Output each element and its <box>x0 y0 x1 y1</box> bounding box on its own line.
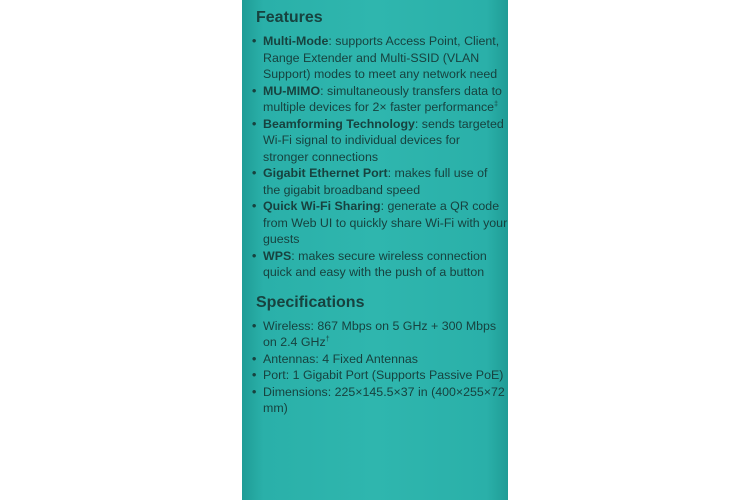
feature-item-gigabit-port <box>252 165 508 198</box>
spec-text: Port: 1 Gigabit Port (Supports Passive PoE) <box>263 368 504 382</box>
feature-text: : makes full use of the gigabit broadband speed <box>263 166 488 197</box>
feature-item-quick-wifi-sharing <box>252 198 508 248</box>
feature-term: Quick Wi-Fi Sharing <box>263 199 381 213</box>
feature-item-beamforming <box>252 116 508 166</box>
specifications-list <box>252 318 508 417</box>
bullet-icon: • <box>252 384 257 399</box>
spec-item-port <box>252 367 508 384</box>
feature-text: : makes secure wireless connection quick and easy with the push of a button <box>263 248 487 279</box>
feature-term: MU-MIMO <box>263 83 321 98</box>
feature-item-wps <box>252 248 508 281</box>
feature-text: : generate a QR code from Web UI to quickly share Wi-Fi with your guests <box>263 199 508 246</box>
bullet-icon: • <box>252 166 257 180</box>
feature-term: Multi-Mode <box>263 34 329 48</box>
spec-item-wireless <box>252 318 508 351</box>
specifications-heading: Specifications <box>256 293 365 311</box>
bullet-icon: • <box>252 116 257 131</box>
footnote-mark: ‡ <box>494 100 498 108</box>
bullet-icon: • <box>252 34 257 48</box>
spec-text: Wireless: 867 Mbps on 5 GHz + 300 Mbps on 2.4 GHz <box>263 318 497 349</box>
feature-item-multi-mode <box>252 33 508 83</box>
feature-text: : sends targeted Wi-Fi signal to individual devices for stronger connections <box>263 116 504 164</box>
bullet-icon: • <box>252 83 257 98</box>
spec-item-antennas <box>252 351 508 368</box>
spec-item-dimensions <box>252 384 508 417</box>
bullet-icon: • <box>252 351 257 366</box>
bullet-icon: • <box>252 318 257 333</box>
spec-text: Dimensions: 225×145.5×37 in (400×255×72 mm) <box>263 384 505 415</box>
product-box-panel <box>242 0 508 500</box>
bullet-icon: • <box>252 368 257 382</box>
feature-text: : supports Access Point, Client, Range Extender and Multi-SSID (VLAN Support) modes to meet any network need <box>263 34 500 81</box>
feature-item-mu-mimo <box>252 83 508 116</box>
features-list <box>252 33 508 281</box>
footnote-mark: † <box>325 335 330 343</box>
features-heading: Features <box>256 9 323 26</box>
bullet-icon: • <box>252 248 257 263</box>
feature-term: Gigabit Ethernet Port <box>263 166 388 180</box>
feature-text: : simultaneously transfers data to multiple devices for 2× faster performance <box>263 83 502 114</box>
bullet-icon: • <box>252 199 257 213</box>
spec-text: Antennas: 4 Fixed Antennas <box>263 351 418 366</box>
feature-term: WPS <box>263 248 292 263</box>
feature-term: Beamforming Technology <box>263 116 415 131</box>
